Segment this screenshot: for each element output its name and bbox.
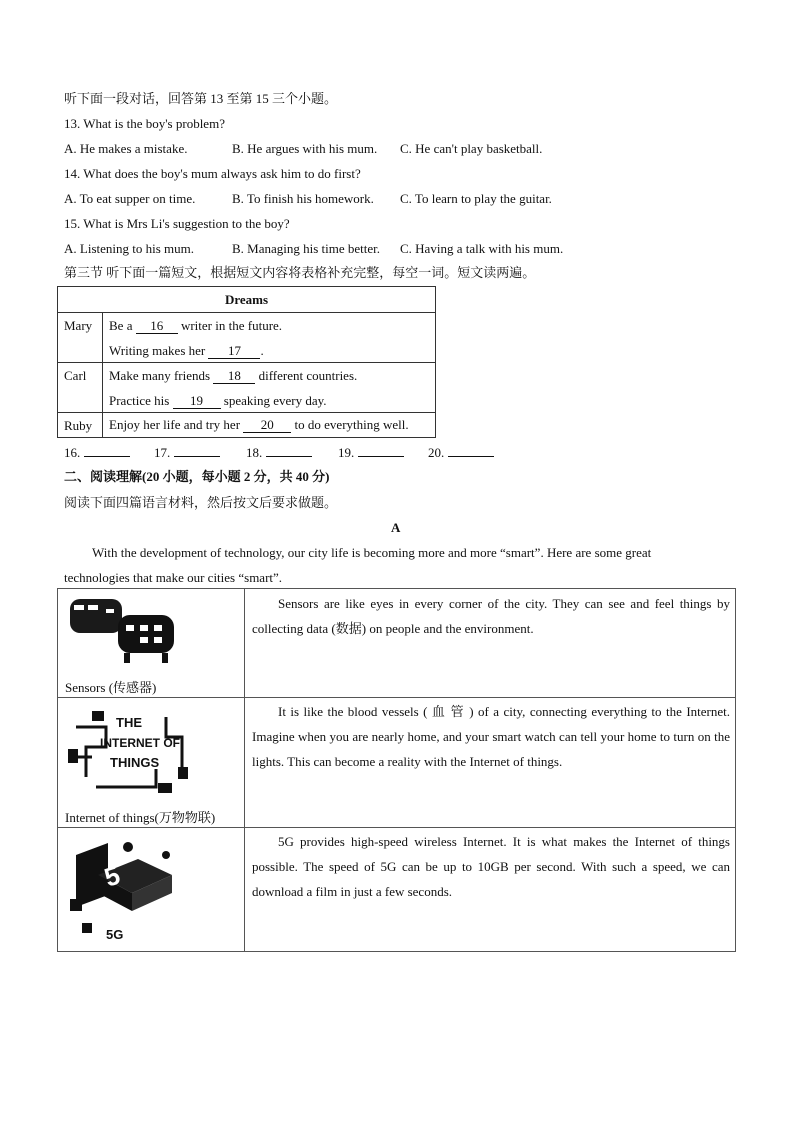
options-13 (64, 140, 542, 158)
mary-line-2: Writing makes her 17 . (109, 343, 264, 358)
svg-text:THINGS: THINGS (110, 755, 160, 770)
ruby-line-1: Enjoy her life and try her 20 to do everything well. (109, 417, 409, 432)
text-sensors: Sensors are like eyes in every corner of the city. They can see and feel things by collecting data (数据) on people and the environment. (252, 596, 730, 636)
options-14 (64, 190, 552, 208)
options-15 (64, 240, 563, 258)
option-a[interactable]: A. Listening to his mum. (64, 241, 194, 256)
text-internet-of-things: It is like the blood vessels ( 血 管 ) of a city, connecting everything to the Internet. Imagine when you are nearly home, and your smart watch can tell your home to turn on the lights. This can become a reality with the Internet of things. (252, 704, 730, 769)
smart-city-table (57, 588, 736, 952)
name-carl: Carl (64, 368, 87, 383)
carl-line-1: Make many friends 18 different countries. (109, 368, 358, 383)
passage-label: A (391, 520, 401, 535)
option-b[interactable]: B. To finish his homework. (232, 191, 374, 206)
svg-text:5: 5 (100, 859, 124, 893)
answer-blank[interactable]: 17. (154, 444, 246, 462)
answer-blank[interactable]: 18. (246, 444, 338, 462)
caption-sensors: Sensors (传感器) (65, 680, 157, 695)
dreams-table (57, 286, 436, 438)
caption-5g: 5G (106, 927, 124, 942)
option-a[interactable]: A. He makes a mistake. (64, 141, 188, 156)
question-14: 14. What does the boy's mum always ask him to do first? (64, 166, 361, 181)
dreams-title: Dreams (58, 287, 435, 313)
option-a[interactable]: A. To eat supper on time. (64, 191, 196, 206)
internet-of-things-image (66, 707, 192, 797)
blank-17[interactable]: 17 (208, 343, 260, 359)
blank-18[interactable]: 18 (213, 368, 255, 384)
text-5g: 5G provides high-speed wireless Internet. It is what makes the Internet of things possible. The speed of 5G can be up to 10GB per second. With such a speed, we can download a film in just a few seconds. (252, 834, 730, 899)
passage-intro-line-1: With the development of technology, our city life is becoming more and more “smart”. Here are some great (92, 545, 652, 560)
sensors-image (66, 595, 186, 667)
svg-text:THE: THE (116, 715, 142, 730)
carl-line-2: Practice his 19 speaking every day. (109, 393, 327, 408)
name-ruby: Ruby (64, 418, 93, 433)
caption-internet-of-things: Internet of things(万物物联) (65, 810, 216, 825)
answer-blank[interactable]: 19. (338, 444, 428, 462)
option-c[interactable]: C. He can't play basketball. (400, 141, 543, 156)
blank-20[interactable]: 20 (243, 417, 291, 433)
question-13: 13. What is the boy's problem? (64, 116, 225, 131)
iot-image-text: THE INTERNET OF THINGS (66, 707, 79, 708)
answer-blank[interactable]: 20. (428, 444, 494, 462)
option-b[interactable]: B. Managing his time better. (232, 241, 381, 256)
passage-intro-line-2: technologies that make our cities “smart”. (64, 570, 283, 585)
blank-16[interactable]: 16 (136, 318, 178, 334)
section3-instruction: 第三节 听下面一篇短文，根据短文内容将表格补充完整，每空一词。短文读两遍。 (64, 265, 536, 280)
answer-blanks-row (64, 444, 494, 462)
option-c[interactable]: C. To learn to play the guitar. (400, 191, 552, 206)
reading-instruction: 阅读下面四篇语言材料，然后按文后要求做题。 (64, 495, 338, 510)
mary-line-1: Be a 16 writer in the future. (109, 318, 283, 333)
answer-blank[interactable]: 16. (64, 444, 154, 462)
name-mary: Mary (64, 318, 93, 333)
option-c[interactable]: C. Having a talk with his mum. (400, 241, 564, 256)
listening-intro: 听下面一段对话，回答第 13 至第 15 三个小题。 (64, 91, 338, 106)
reading-heading: 二、阅读理解(20 小题，每小题 2 分，共 40 分) (64, 469, 330, 484)
option-b[interactable]: B. He argues with his mum. (232, 141, 378, 156)
svg-text:INTERNET OF: INTERNET OF (100, 736, 180, 750)
question-15: 15. What is Mrs Li's suggestion to the boy? (64, 216, 290, 231)
blank-19[interactable]: 19 (173, 393, 221, 409)
